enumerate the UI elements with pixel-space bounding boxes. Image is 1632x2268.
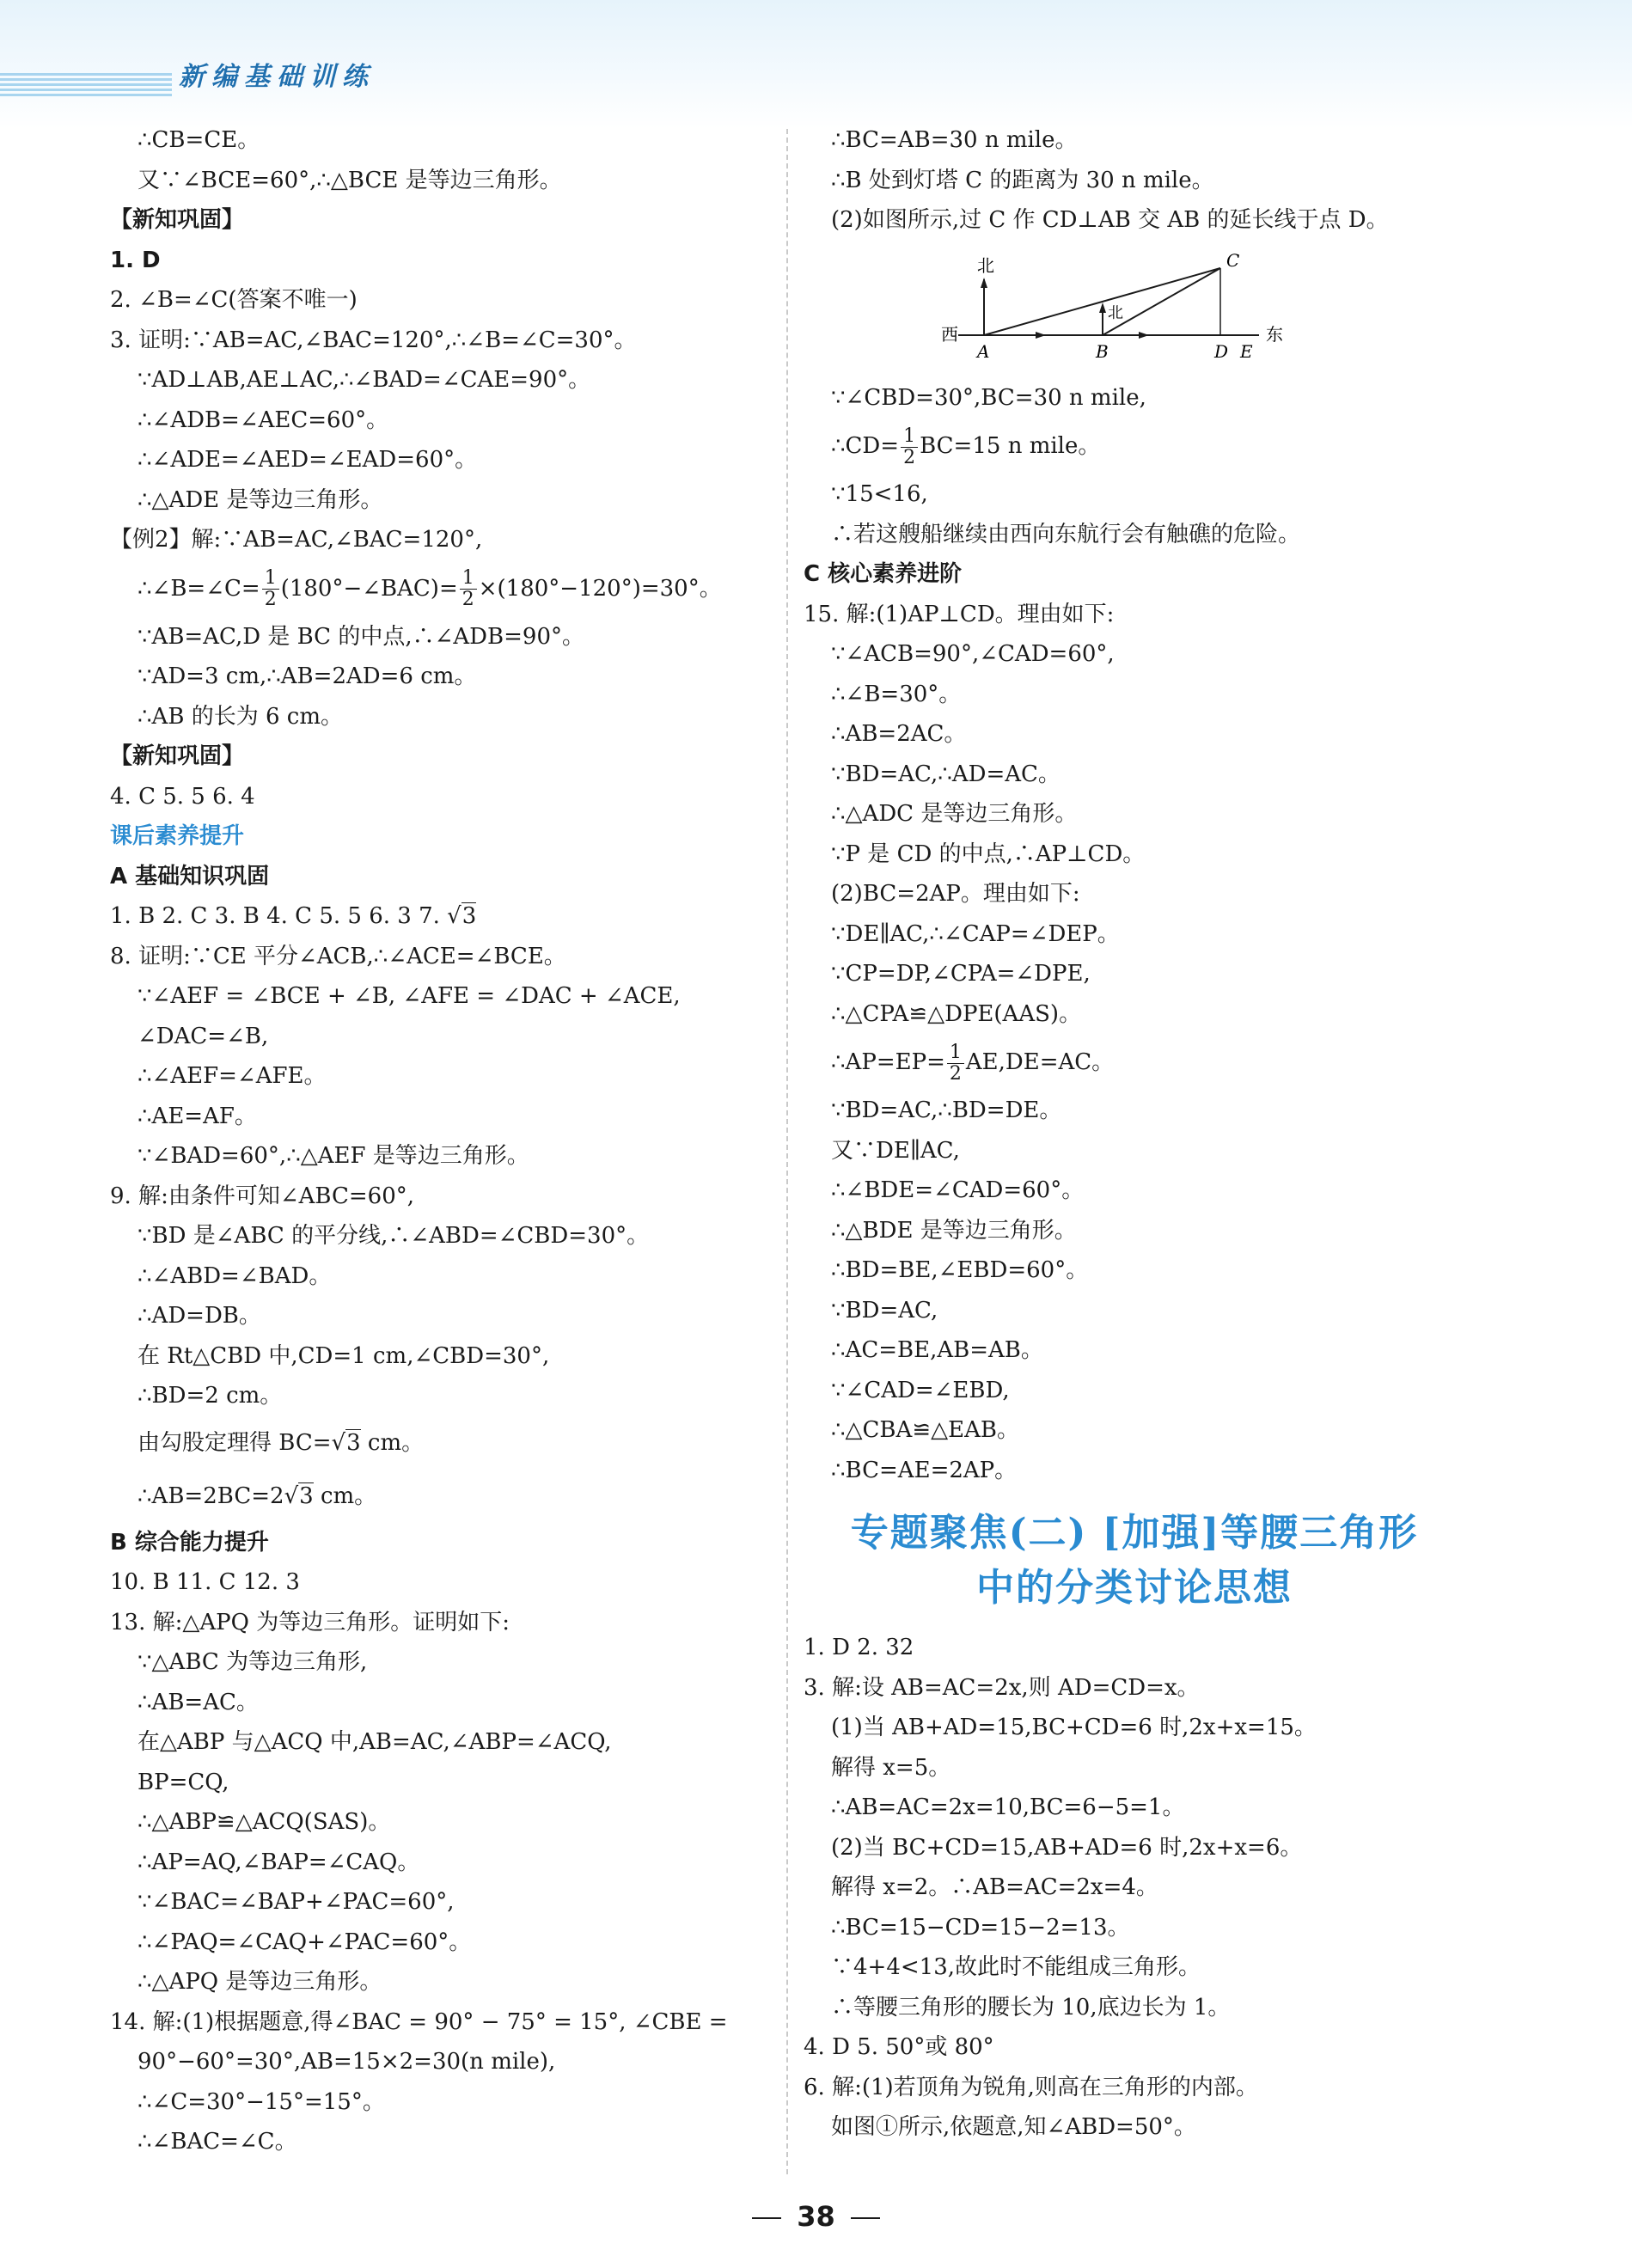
formula-text: ∴CD= — [831, 433, 900, 459]
text-line: ∴AB 的长为 6 cm。 — [138, 703, 343, 730]
text-line: ∴△ADC 是等边三角形。 — [831, 801, 1078, 827]
text-line: ∴∠B=30°。 — [831, 681, 962, 707]
text-line: ∵15<16, — [831, 481, 928, 507]
text-line: ∴AD=DB。 — [138, 1303, 261, 1329]
subsection-heading: C 核心素养进阶 — [804, 561, 963, 587]
label-e: E — [1240, 340, 1253, 362]
answer-line: 2. ∠B=∠C(答案不唯一) — [110, 287, 358, 313]
navigation-diagram — [804, 241, 1465, 378]
text-line: ∵CP=DP,∠CPA=∠DPE, — [831, 961, 1091, 987]
answer-text: 1. B 2. C 3. B 4. C 5. 5 6. 3 7. — [110, 903, 448, 929]
formula-text: ∴AB=2BC=2 — [138, 1482, 284, 1509]
topic-heading — [804, 1490, 1465, 1628]
formula-line — [804, 418, 1465, 474]
text-line: ∵∠BAC=∠BAP+∠PAC=60°, — [138, 1889, 455, 1915]
fraction — [901, 426, 918, 468]
text-line: ∴∠ADE=∠AED=∠EAD=60°。 — [138, 447, 478, 473]
text-line: ∵4+4<13,故此时不能组成三角形。 — [831, 1954, 1201, 1980]
text-line: ∴∠PAQ=∠CAQ+∠PAC=60°。 — [138, 1929, 472, 1955]
answer-line: 14. 解:(1)根据题意,得∠BAC = 90° − 75° = 15°, ∠CBE = — [110, 2008, 728, 2035]
sqrt-radicand: 3 — [299, 1482, 314, 1509]
fraction-numerator: 1 — [262, 568, 279, 590]
answer-line: 8. 证明:∵CE 平分∠ACB,∴∠ACE=∠BCE。 — [110, 943, 566, 969]
fraction-numerator: 1 — [460, 568, 477, 590]
text-line: ∴∠BAC=∠C。 — [138, 2129, 297, 2155]
text-line: (1)当 AB+AD=15,BC+CD=6 时,2x+x=15。 — [831, 1715, 1317, 1740]
answer-line: 1. B 2. C 3. B 4. C 5. 5 6. 3 7. √3 — [110, 903, 477, 929]
right-column — [804, 120, 1465, 2148]
navigation-figure — [941, 241, 1302, 378]
fraction — [460, 568, 477, 610]
text-line: ∴BD=BE,∠EBD=60°。 — [831, 1257, 1089, 1283]
text-line: (2)BC=2AP。理由如下: — [831, 881, 1080, 907]
text-line: ∴∠BDE=∠CAD=60°。 — [831, 1177, 1085, 1203]
page-dash-left — [752, 2217, 781, 2219]
fraction-numerator: 1 — [901, 426, 918, 448]
text-line: 在 Rt△CBD 中,CD=1 cm,∠CBD=30°, — [138, 1342, 550, 1369]
section-heading-blue: 课后素养提升 — [110, 823, 245, 849]
topic-title-line1: 专题聚焦(二) [加强]等腰三角形 — [850, 1511, 1419, 1555]
topic-title-line2: 中的分类讨论思想 — [976, 1566, 1293, 1610]
text-line: ∵BD=AC,∴BD=DE。 — [831, 1097, 1062, 1123]
text-line: 又∵∠BCE=60°,∴△BCE 是等边三角形。 — [138, 167, 562, 193]
text-line: ∴△CPA≌△DPE(AAS)。 — [831, 1000, 1082, 1027]
label-north-a: 北 — [977, 254, 994, 276]
text-line: ∴∠ADB=∠AEC=60°。 — [138, 407, 389, 433]
answer-line: 10. B 11. C 12. 3 — [110, 1569, 300, 1595]
formula-text: ×(180°−120°)=30°。 — [478, 575, 722, 602]
fraction-numerator: 1 — [947, 1042, 964, 1064]
label-west: 西 — [941, 323, 958, 345]
subsection-heading: A 基础知识巩固 — [110, 863, 270, 889]
answer-line: 3. 解:设 AB=AC=2x,则 AD=CD=x。 — [804, 1674, 1200, 1701]
text-line: ∴AB=2BC=2√3 cm。 — [138, 1482, 377, 1509]
fraction-denominator: 2 — [461, 589, 474, 610]
text-line: 解得 x=5。 — [831, 1754, 951, 1781]
text-line: ∴BC=AE=2AP。 — [831, 1457, 1018, 1483]
label-b: B — [1096, 340, 1109, 362]
text-line: ∵∠CAD=∠EBD, — [831, 1377, 1010, 1403]
text-line: 90°−60°=30°,AB=15×2=30(n mile), — [138, 2049, 556, 2075]
formula-text: cm。 — [313, 1482, 377, 1509]
text-line: ∵△ABC 为等边三角形, — [138, 1649, 368, 1675]
label-c: C — [1226, 249, 1240, 271]
formula-line — [804, 1034, 1465, 1091]
segment-bc — [1103, 268, 1220, 335]
arrow-mark — [1036, 332, 1046, 339]
answer-line: 1. D — [110, 247, 161, 273]
formula-text: 由勾股定理得 BC= — [138, 1429, 332, 1456]
label-d: D — [1214, 340, 1229, 362]
north-arrow-a — [981, 278, 987, 288]
text-line: BP=CQ, — [138, 1769, 229, 1795]
formula-text: ∴AP=EP= — [831, 1049, 945, 1075]
text-line: ∴△CBA≌△EAB。 — [831, 1417, 1019, 1443]
north-arrow-b — [1099, 303, 1106, 313]
section-heading: 【新知巩固】 — [110, 743, 245, 769]
fraction — [947, 1042, 964, 1085]
sqrt-radicand: 3 — [346, 1429, 361, 1456]
answer-line: 15. 解:(1)AP⊥CD。理由如下: — [804, 601, 1115, 627]
formula-text: BC=15 n mile。 — [920, 433, 1101, 459]
text-line: ∵AD=3 cm,∴AB=2AD=6 cm。 — [138, 663, 477, 689]
fraction-denominator: 2 — [949, 1062, 962, 1085]
text-line: ∴BC=AB=30 n mile。 — [831, 127, 1078, 153]
answer-line: 4. C 5. 5 6. 4 — [110, 783, 255, 810]
page-number — [0, 2200, 1632, 2233]
text-line: ∴AP=AQ,∠BAP=∠CAQ。 — [138, 1849, 420, 1875]
text-line: ∵∠ACB=90°,∠CAD=60°, — [831, 641, 1115, 667]
text-line: ∴BD=2 cm。 — [138, 1383, 283, 1409]
formula-text: AE,DE=AC。 — [965, 1049, 1115, 1075]
text-line: 解得 x=2。∴AB=AC=2x=4。 — [831, 1874, 1158, 1900]
text-line: ∵P 是 CD 的中点,∴AP⊥CD。 — [831, 841, 1146, 867]
answer-line: 1. D 2. 32 — [804, 1635, 914, 1660]
example-line: 【例2】解:∵AB=AC,∠BAC=120°, — [110, 527, 483, 553]
text-line: ∴∠AEF=∠AFE。 — [138, 1063, 327, 1089]
section-heading: 【新知巩固】 — [110, 207, 245, 233]
text-line: 又∵DE∥AC, — [831, 1137, 960, 1164]
text-line: ∴△ADE 是等边三角形。 — [138, 486, 383, 513]
label-north-b: 北 — [1108, 303, 1123, 322]
text-line: ∴∠ABD=∠BAD。 — [138, 1262, 332, 1289]
fraction-denominator: 2 — [903, 446, 916, 468]
formula-text: ∴∠B=∠C= — [138, 575, 260, 602]
page-dash-right — [851, 2217, 880, 2219]
arrow-mark — [1139, 332, 1149, 339]
text-line: 由勾股定理得 BC=√3 cm。 — [138, 1429, 425, 1456]
text-line: ∴AB=AC=2x=10,BC=6−5=1。 — [831, 1794, 1185, 1820]
text-line: ∴BC=15−CD=15−2=13。 — [831, 1914, 1130, 1941]
text-line: ∴AC=BE,AB=AB。 — [831, 1337, 1043, 1363]
text-line: ∵BD=AC, — [831, 1297, 938, 1324]
text-line: ∴AE=AF。 — [138, 1103, 257, 1129]
text-line: ∵AD⊥AB,AE⊥AC,∴∠BAD=∠CAE=90°。 — [138, 367, 591, 393]
text-line: 如图①所示,依题意,知∠ABD=50°。 — [831, 2114, 1196, 2140]
fraction-denominator: 2 — [264, 589, 277, 610]
column-divider — [786, 129, 788, 2174]
text-line: ∵DE∥AC,∴∠CAP=∠DEP。 — [831, 920, 1120, 947]
answer-line: 4. D 5. 50°或 80° — [804, 2034, 994, 2060]
text-line: (2)当 BC+CD=15,AB+AD=6 时,2x+x=6。 — [831, 1834, 1303, 1861]
text-line: ∴B 处到灯塔 C 的距离为 30 n mile。 — [831, 167, 1214, 193]
answer-line: 6. 解:(1)若顶角为锐角,则高在三角形的内部。 — [804, 2074, 1258, 2100]
text-line: ∵∠BAD=60°,∴△AEF 是等边三角形。 — [138, 1143, 529, 1169]
text-line: 在△ABP 与△ACQ 中,AB=AC,∠ABP=∠ACQ, — [138, 1729, 612, 1755]
text-line: ∵∠CBD=30°,BC=30 n mile, — [831, 384, 1146, 411]
text-line: ∴△ABP≌△ACQ(SAS)。 — [138, 1809, 391, 1835]
text-line: ∴AB=AC。 — [138, 1689, 259, 1715]
book-series-title: 新编基础训练 — [179, 62, 375, 92]
left-column — [110, 120, 780, 2162]
text-line: ∴若这艘船继续由西向东航行会有触礁的危险。 — [831, 521, 1301, 547]
text-line: ∴CB=CE。 — [138, 127, 260, 153]
label-a: A — [977, 340, 990, 362]
text-line: ∵BD=AC,∴AD=AC。 — [831, 761, 1060, 787]
formula-text: cm。 — [360, 1429, 425, 1456]
formula-text: (180°−∠BAC)= — [280, 575, 458, 602]
subsection-heading: B 综合能力提升 — [110, 1529, 269, 1556]
answer-line: 3. 证明:∵AB=AC,∠BAC=120°,∴∠B=∠C=30°。 — [110, 327, 637, 353]
text-line: ∴∠C=30°−15°=15°。 — [138, 2088, 385, 2115]
header-stripes — [0, 73, 172, 99]
text-line: ∴△APQ 是等边三角形。 — [138, 1969, 382, 1995]
text-line: ∵BD 是∠ABC 的平分线,∴∠ABD=∠CBD=30°。 — [138, 1223, 650, 1249]
fraction — [262, 568, 279, 610]
text-line: (2)如图所示,过 C 作 CD⊥AB 交 AB 的延长线于点 D。 — [831, 207, 1389, 233]
answer-line: 9. 解:由条件可知∠ABC=60°, — [110, 1183, 415, 1209]
sqrt-radicand: 3 — [461, 903, 477, 929]
text-line: ∵AB=AC,D 是 BC 的中点,∴∠ADB=90°。 — [138, 623, 584, 650]
answer-line: 13. 解:△APQ 为等边三角形。证明如下: — [110, 1609, 510, 1635]
text-line: ∴AB=2AC。 — [831, 721, 967, 747]
label-east: 东 — [1266, 323, 1283, 345]
page-number-text: 38 — [797, 2200, 835, 2233]
text-line: ∴△BDE 是等边三角形。 — [831, 1217, 1077, 1244]
text-line: ∵∠AEF = ∠BCE + ∠B, ∠AFE = ∠DAC + ∠ACE, — [138, 983, 681, 1009]
text-line: ∴等腰三角形的腰长为 10,底边长为 1。 — [831, 1994, 1231, 2020]
formula-line — [110, 560, 780, 617]
text-line: ∠DAC=∠B, — [138, 1023, 269, 1049]
